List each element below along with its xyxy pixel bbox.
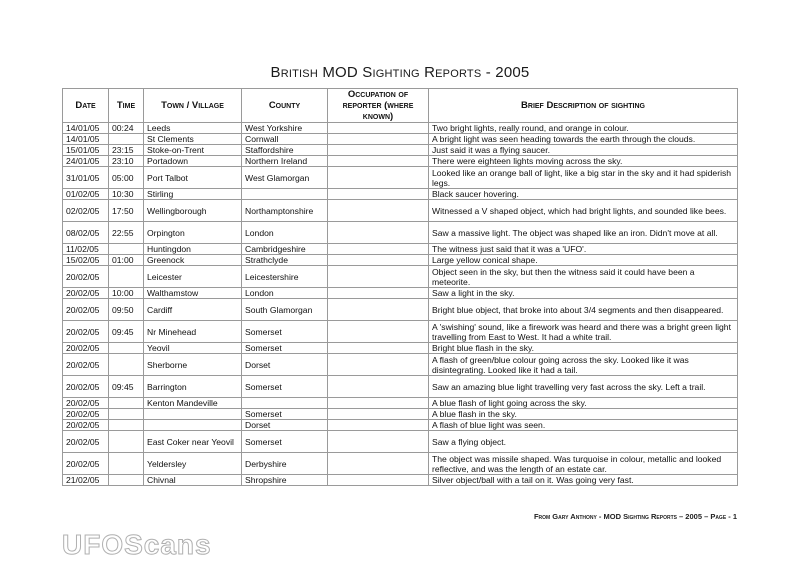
- cell-description: Large yellow conical shape.: [429, 255, 738, 266]
- table-row: [63, 189, 738, 200]
- table-row: [63, 376, 738, 398]
- cell-description: Saw a light in the sky.: [429, 288, 738, 299]
- cell-date: 15/02/05: [63, 255, 109, 266]
- cell-county: Cornwall: [242, 134, 328, 145]
- cell-description: Bright blue flash in the sky.: [429, 343, 738, 354]
- cell-county: Somerset: [242, 343, 328, 354]
- cell-county: Dorset: [242, 420, 328, 431]
- cell-description: Two bright lights, really round, and orange in colour.: [429, 123, 738, 134]
- cell-date: 20/02/05: [63, 321, 109, 343]
- cell-time: 22:55: [109, 222, 144, 244]
- cell-time: [109, 134, 144, 145]
- table-row: [63, 453, 738, 475]
- cell-town: Leicester: [144, 266, 242, 288]
- cell-date: 24/01/05: [63, 156, 109, 167]
- cell-description: Black saucer hovering.: [429, 189, 738, 200]
- cell-time: 10:00: [109, 288, 144, 299]
- sightings-table: [62, 88, 738, 486]
- cell-town: Portadown: [144, 156, 242, 167]
- cell-time: [109, 244, 144, 255]
- cell-date: 20/02/05: [63, 453, 109, 475]
- table-row: [63, 420, 738, 431]
- table-row: [63, 156, 738, 167]
- cell-town: Yeovil: [144, 343, 242, 354]
- header-date: Date: [63, 89, 109, 123]
- table-row: [63, 431, 738, 453]
- table-row: [63, 343, 738, 354]
- cell-occupation: [328, 420, 429, 431]
- cell-county: Northamptonshire: [242, 200, 328, 222]
- cell-county: Cambridgeshire: [242, 244, 328, 255]
- cell-county: Northern Ireland: [242, 156, 328, 167]
- table-row: [63, 167, 738, 189]
- cell-time: 10:30: [109, 189, 144, 200]
- cell-date: 20/02/05: [63, 266, 109, 288]
- cell-time: [109, 453, 144, 475]
- cell-date: 11/02/05: [63, 244, 109, 255]
- cell-time: 23:15: [109, 145, 144, 156]
- cell-description: The object was missile shaped. Was turquoise in colour, metallic and looked reflective, and was the length of an estate car.: [429, 453, 738, 475]
- cell-time: [109, 266, 144, 288]
- document-title: British MOD Sighting Reports - 2005: [270, 64, 530, 81]
- table-row: [63, 222, 738, 244]
- cell-occupation: [328, 409, 429, 420]
- header-town: Town / Village: [144, 89, 242, 123]
- cell-time: 09:45: [109, 321, 144, 343]
- cell-time: [109, 398, 144, 409]
- cell-county: Somerset: [242, 409, 328, 420]
- cell-town: Chivnal: [144, 475, 242, 486]
- cell-town: Stoke-on-Trent: [144, 145, 242, 156]
- cell-town: Huntingdon: [144, 244, 242, 255]
- table-row: [63, 354, 738, 376]
- cell-time: 00:24: [109, 123, 144, 134]
- cell-description: A flash of blue light was seen.: [429, 420, 738, 431]
- cell-date: 08/02/05: [63, 222, 109, 244]
- cell-date: 20/02/05: [63, 409, 109, 420]
- cell-town: Cardiff: [144, 299, 242, 321]
- cell-county: Dorset: [242, 354, 328, 376]
- cell-town: St Clements: [144, 134, 242, 145]
- cell-occupation: [328, 354, 429, 376]
- cell-county: [242, 189, 328, 200]
- cell-occupation: [328, 167, 429, 189]
- cell-occupation: [328, 145, 429, 156]
- cell-town: Yeldersley: [144, 453, 242, 475]
- cell-date: 20/02/05: [63, 354, 109, 376]
- cell-description: There were eighteen lights moving across the sky.: [429, 156, 738, 167]
- cell-town: Sherborne: [144, 354, 242, 376]
- cell-town: Leeds: [144, 123, 242, 134]
- cell-county: London: [242, 222, 328, 244]
- cell-occupation: [328, 299, 429, 321]
- cell-time: 09:45: [109, 376, 144, 398]
- cell-town: [144, 409, 242, 420]
- cell-description: A blue flash of light going across the sky.: [429, 398, 738, 409]
- cell-time: [109, 354, 144, 376]
- watermark: UFOScans: [62, 529, 212, 560]
- cell-date: 21/02/05: [63, 475, 109, 486]
- cell-county: Somerset: [242, 321, 328, 343]
- table-row: [63, 409, 738, 420]
- cell-description: Just said it was a flying saucer.: [429, 145, 738, 156]
- table-row: [63, 475, 738, 486]
- cell-time: [109, 431, 144, 453]
- cell-time: 17:50: [109, 200, 144, 222]
- cell-time: [109, 475, 144, 486]
- cell-date: 20/02/05: [63, 343, 109, 354]
- cell-town: Port Talbot: [144, 167, 242, 189]
- cell-county: Derbyshire: [242, 453, 328, 475]
- cell-date: 14/01/05: [63, 123, 109, 134]
- header-county: County: [242, 89, 328, 123]
- cell-occupation: [328, 189, 429, 200]
- cell-county: West Yorkshire: [242, 123, 328, 134]
- cell-date: 20/02/05: [63, 398, 109, 409]
- table-row: [63, 288, 738, 299]
- cell-town: Walthamstow: [144, 288, 242, 299]
- table-row: [63, 321, 738, 343]
- cell-description: A flash of green/blue colour going across the sky. Looked like it was disintegrating. Looked like it had a tail.: [429, 354, 738, 376]
- cell-occupation: [328, 123, 429, 134]
- table-row: [63, 299, 738, 321]
- cell-county: [242, 398, 328, 409]
- cell-description: A blue flash in the sky.: [429, 409, 738, 420]
- cell-description: A bright light was seen heading towards the earth through the clouds.: [429, 134, 738, 145]
- cell-county: Staffordshire: [242, 145, 328, 156]
- table-row: [63, 398, 738, 409]
- cell-occupation: [328, 475, 429, 486]
- cell-occupation: [328, 255, 429, 266]
- cell-time: 05:00: [109, 167, 144, 189]
- cell-occupation: [328, 398, 429, 409]
- cell-county: London: [242, 288, 328, 299]
- cell-occupation: [328, 376, 429, 398]
- cell-date: 20/02/05: [63, 420, 109, 431]
- header-time: Time: [109, 89, 144, 123]
- cell-date: 01/02/05: [63, 189, 109, 200]
- cell-town: Nr Minehead: [144, 321, 242, 343]
- cell-county: Shropshire: [242, 475, 328, 486]
- cell-occupation: [328, 266, 429, 288]
- header-description: Brief Description of sighting: [429, 89, 738, 123]
- cell-description: Saw a massive light. The object was shaped like an iron. Didn't move at all.: [429, 222, 738, 244]
- cell-date: 14/01/05: [63, 134, 109, 145]
- cell-description: Silver object/ball with a tail on it. Was going very fast.: [429, 475, 738, 486]
- cell-description: Looked like an orange ball of light, like a big star in the sky and it had spiderish legs.: [429, 167, 738, 189]
- table-row: [63, 200, 738, 222]
- cell-occupation: [328, 156, 429, 167]
- cell-description: A 'swishing' sound, like a firework was heard and there was a bright green light travelling from East to West. It had a white trail.: [429, 321, 738, 343]
- cell-time: [109, 420, 144, 431]
- cell-town: Kenton Mandeville: [144, 398, 242, 409]
- cell-town: East Coker near Yeovil: [144, 431, 242, 453]
- cell-occupation: [328, 134, 429, 145]
- cell-description: The witness just said that it was a 'UFO'.: [429, 244, 738, 255]
- table-row: [63, 123, 738, 134]
- cell-time: [109, 409, 144, 420]
- cell-town: Stirling: [144, 189, 242, 200]
- cell-occupation: [328, 222, 429, 244]
- cell-county: Somerset: [242, 376, 328, 398]
- cell-county: Leicestershire: [242, 266, 328, 288]
- header-occupation: Occupation of reporter (where known): [328, 89, 429, 123]
- cell-time: 01:00: [109, 255, 144, 266]
- cell-occupation: [328, 244, 429, 255]
- cell-description: Saw a flying object.: [429, 431, 738, 453]
- cell-county: South Glamorgan: [242, 299, 328, 321]
- cell-town: Wellingborough: [144, 200, 242, 222]
- cell-town: Greenock: [144, 255, 242, 266]
- cell-county: Strathclyde: [242, 255, 328, 266]
- cell-description: Bright blue object, that broke into about 3/4 segments and then disappeared.: [429, 299, 738, 321]
- cell-time: 09:50: [109, 299, 144, 321]
- cell-date: 20/02/05: [63, 376, 109, 398]
- cell-date: 15/01/05: [63, 145, 109, 156]
- cell-town: Orpington: [144, 222, 242, 244]
- cell-town: [144, 420, 242, 431]
- cell-date: 20/02/05: [63, 431, 109, 453]
- cell-occupation: [328, 321, 429, 343]
- page-footer: From Gary Anthony - MOD Sighting Reports – 2005 – Page - 1: [533, 512, 737, 521]
- table-row: [63, 244, 738, 255]
- cell-time: 23:10: [109, 156, 144, 167]
- cell-date: 31/01/05: [63, 167, 109, 189]
- cell-date: 20/02/05: [63, 299, 109, 321]
- table-row: [63, 255, 738, 266]
- cell-county: Somerset: [242, 431, 328, 453]
- cell-date: 02/02/05: [63, 200, 109, 222]
- cell-occupation: [328, 200, 429, 222]
- cell-description: Witnessed a V shaped object, which had bright lights, and sounded like bees.: [429, 200, 738, 222]
- table-header-row: [63, 89, 738, 123]
- table-row: [63, 134, 738, 145]
- cell-county: West Glamorgan: [242, 167, 328, 189]
- cell-description: Saw an amazing blue light travelling very fast across the sky. Left a trail.: [429, 376, 738, 398]
- cell-description: Object seen in the sky, but then the witness said it could have been a meteorite.: [429, 266, 738, 288]
- cell-occupation: [328, 453, 429, 475]
- table-row: [63, 145, 738, 156]
- table-row: [63, 266, 738, 288]
- cell-occupation: [328, 288, 429, 299]
- cell-time: [109, 343, 144, 354]
- cell-occupation: [328, 431, 429, 453]
- table-body: [63, 123, 738, 486]
- cell-town: Barrington: [144, 376, 242, 398]
- cell-occupation: [328, 343, 429, 354]
- cell-date: 20/02/05: [63, 288, 109, 299]
